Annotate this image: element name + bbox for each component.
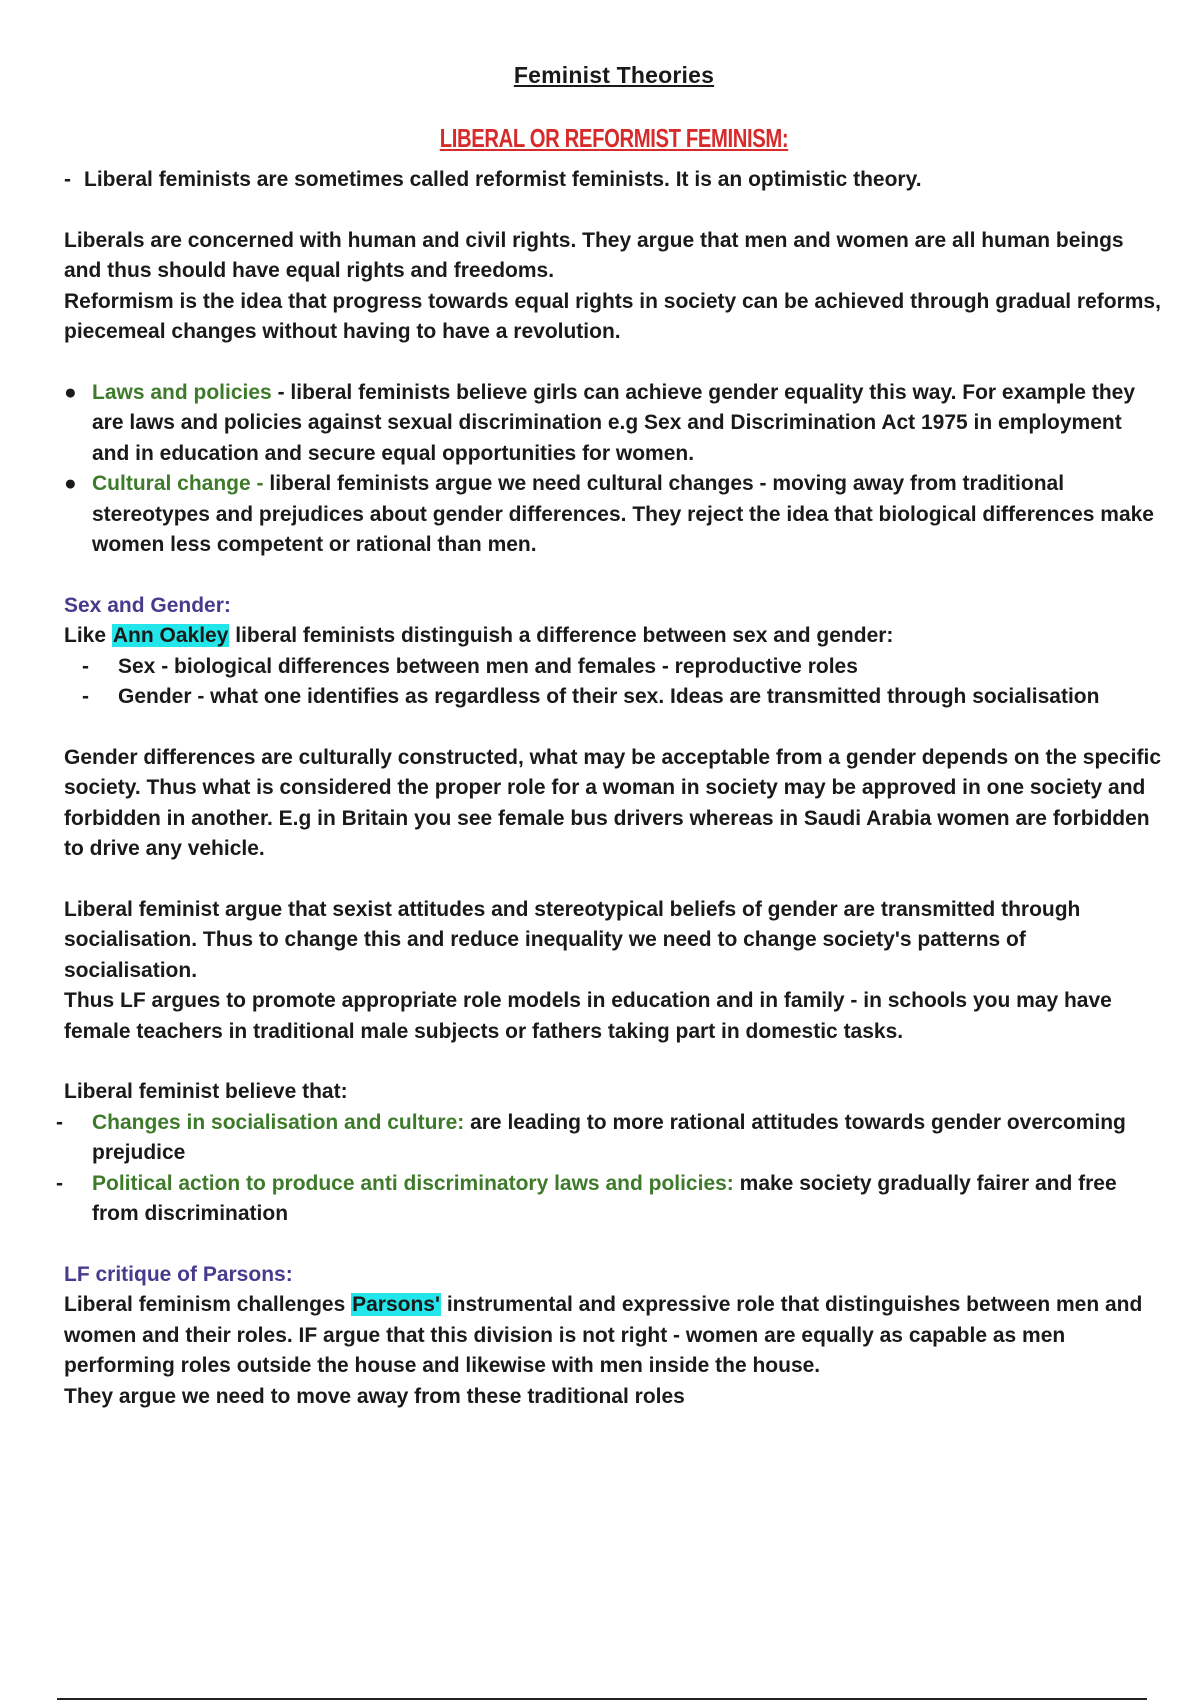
critique-before: Liberal feminism challenges	[64, 1293, 352, 1316]
dash-marker: -	[56, 1171, 63, 1195]
sex-gender-intro	[64, 621, 1164, 652]
bullet-text: liberal feminists argue we need cultural changes - moving away from traditional stereotypes and prejudices about gender differences. They reject the idea that biological differences make women less competent or rational than men.	[92, 472, 1154, 556]
highlight-parsons: Parsons'	[352, 1293, 440, 1316]
subheading-lf-critique: LF critique of Parsons:	[64, 1262, 293, 1286]
list-item	[56, 1108, 1164, 1169]
believe-list	[56, 1108, 1164, 1230]
critique-paragraph	[64, 1290, 1164, 1382]
list-item-text: Gender - what one identifies as regardless of their sex. Ideas are transmitted through socialisation	[118, 685, 1100, 708]
dash-marker: -	[82, 685, 89, 708]
highlight-ann-oakley: Ann Oakley	[112, 624, 229, 647]
believe-term: Changes in socialisation and culture:	[92, 1110, 465, 1134]
list-item	[64, 682, 1164, 713]
critique-after: instrumental and expressive role that distinguishes between men and women and their roles. IF argue that this division is not right - women are equally as capable as men performing roles outside the house and likewise with men inside the house.	[64, 1293, 1143, 1377]
section-heading-liberal-feminism: LIBERAL OR REFORMIST FEMINISM:	[439, 123, 789, 153]
sex-gender-intro-before: Like	[64, 624, 112, 647]
believe-term: Political action to produce anti discriminatory laws and policies:	[92, 1171, 734, 1195]
believe-text: are leading to more rational attitudes towards gender overcoming prejudice	[92, 1110, 1126, 1164]
sex-gender-list	[64, 652, 1164, 713]
paragraph-socialisation: Liberal feminist argue that sexist attitudes and stereotypical beliefs of gender are transmitted through socialisation. Thus to change this and reduce inequality we need to change society's patterns of socialisation.	[64, 897, 1081, 982]
believe-intro: Liberal feminist believe that:	[64, 1080, 348, 1103]
list-item	[64, 652, 1164, 683]
intro-text: Liberal feminists are sometimes called reformist feminists. It is an optimistic theory.	[84, 168, 922, 191]
dash-marker: -	[82, 654, 89, 678]
bullet-term: Cultural change -	[92, 472, 270, 495]
paragraph-cultural-construction: Gender differences are culturally constructed, what may be acceptable from a gender depends on the specific society. Thus what is considered the proper role for a woman in society may be approved in one society and forbidden in another. E.g in Britain you see female bus drivers whereas in Saudi Arabia women are forbidden to drive any vehicle.	[64, 745, 1161, 860]
document-page	[56, 62, 1164, 1412]
list-item	[64, 378, 1164, 470]
paragraph-role-models: Thus LF argues to promote appropriate role models in education and in family - in schools you may have female teachers in traditional male subjects or fathers taking part in domestic tasks.	[64, 989, 1112, 1043]
paragraph-reformism: Reformism is the idea that progress towards equal rights in society can be achieved through gradual reforms, piecemeal changes without having to have a revolution.	[64, 289, 1161, 343]
document-title: Feminist Theories	[513, 62, 715, 88]
list-item-text: Sex - biological differences between men and females - reproductive roles	[118, 654, 858, 678]
dash-marker: -	[56, 1110, 63, 1134]
bullet-icon: ●	[64, 472, 77, 495]
bullet-text: - liberal feminists believe girls can achieve gender equality this way. For example they are laws and policies against sexual discrimination e.g Sex and Discrimination Act 1975 in employment and in education and secure equal opportunities for women.	[92, 380, 1136, 465]
believe-text: make society gradually fairer and free from discrimination	[92, 1171, 1117, 1225]
list-item	[64, 469, 1164, 561]
paragraph-civil-rights: Liberals are concerned with human and civil rights. They argue that men and women are all human beings and thus should have equal rights and freedoms.	[64, 228, 1124, 282]
subheading-sex-and-gender: Sex and Gender:	[64, 593, 231, 617]
intro-line	[64, 165, 1164, 196]
sex-gender-intro-after: liberal feminists distinguish a difference between sex and gender:	[229, 624, 894, 647]
intro-dash: -	[64, 168, 71, 191]
bullet-icon: ●	[64, 380, 77, 404]
list-item	[56, 1169, 1164, 1230]
bullet-term: Laws and policies	[92, 380, 272, 404]
bullet-list-approaches	[64, 378, 1164, 561]
critique-closing: They argue we need to move away from these traditional roles	[64, 1384, 685, 1408]
